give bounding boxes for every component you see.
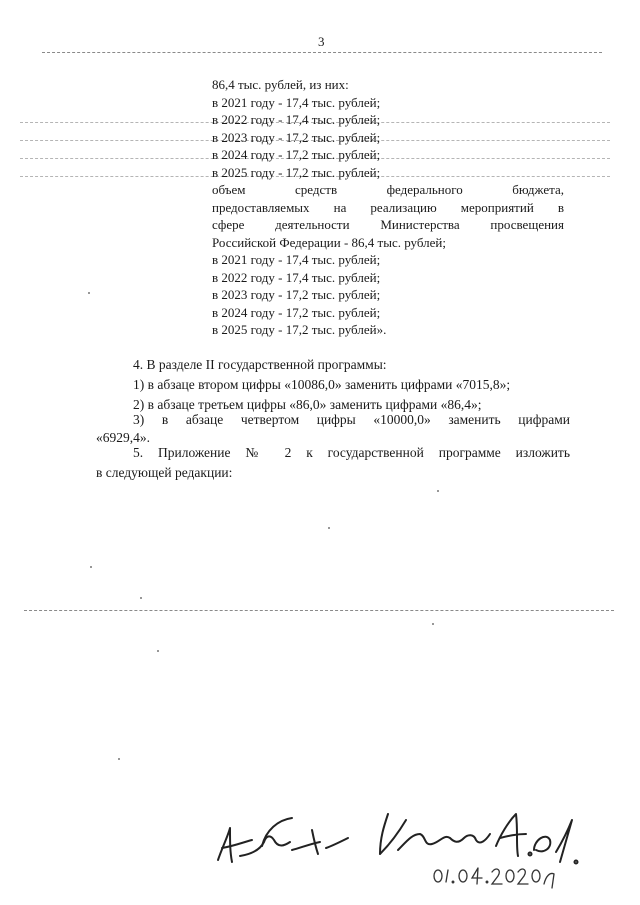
funding-line: объем средств федерального бюджета, [212,182,564,197]
scan-line-lower [24,610,614,611]
funding-line: в 2024 году - 17,2 тыс. рублей; [212,304,381,320]
scan-speck [157,650,159,652]
funding-line: в 2022 году - 17,4 тыс. рублей; [212,269,381,285]
handwritten-signatures [200,790,620,900]
section-4-item-3-continued: «6929,4». [96,430,150,445]
section-4-item-1: 1) в абзаце втором цифры «10086,0» заменить цифрами «7015,8»; [133,377,511,392]
signature-drawing [200,790,620,900]
scan-speck [140,597,142,599]
scan-speck [437,490,439,492]
funding-line: в 2024 году - 17,2 тыс. рублей; [212,147,381,162]
section-4-heading: 4. В разделе II государственной программы: [133,357,387,372]
scan-speck [90,566,92,568]
funding-line: предоставляемых на реализацию мероприятий в [212,199,564,215]
scan-speck [118,758,120,760]
scan-line-top [42,52,602,53]
section-4-item-2: 2) в абзаце третьем цифры «86,0» заменить цифрами «86,4»; [133,397,482,412]
section-5-line-1: 5. Приложение № 2 к государственной программе изложить [133,445,570,460]
funding-line: 86,4 тыс. рублей, из них: [212,77,349,92]
funding-line: Российской Федерации - 86,4 тыс. рублей; [212,234,446,250]
funding-line: в 2021 году - 17,4 тыс. рублей; [212,252,381,267]
funding-line: в 2023 году - 17,2 тыс. рублей; [212,287,381,302]
scan-speck [432,623,434,625]
funding-line: сфере деятельности Министерства просвещения [212,217,564,232]
section-4-item-3: 3) в абзаце четвертом цифры «10000,0» заменить цифрами [133,412,570,427]
funding-line: в 2023 году - 17,2 тыс. рублей; [212,129,381,145]
funding-block [212,76,564,339]
section-5-line-2: в следующей редакции: [96,465,233,480]
funding-line: в 2025 году - 17,2 тыс. рублей; [212,164,381,180]
scan-speck [328,527,330,529]
page-number: 3 [318,34,325,49]
funding-line: в 2022 году - 17,4 тыс. рублей; [212,112,381,127]
scan-speck [88,292,90,294]
funding-line: в 2025 году - 17,2 тыс. рублей». [212,322,387,337]
funding-line: в 2021 году - 17,4 тыс. рублей; [212,94,381,110]
